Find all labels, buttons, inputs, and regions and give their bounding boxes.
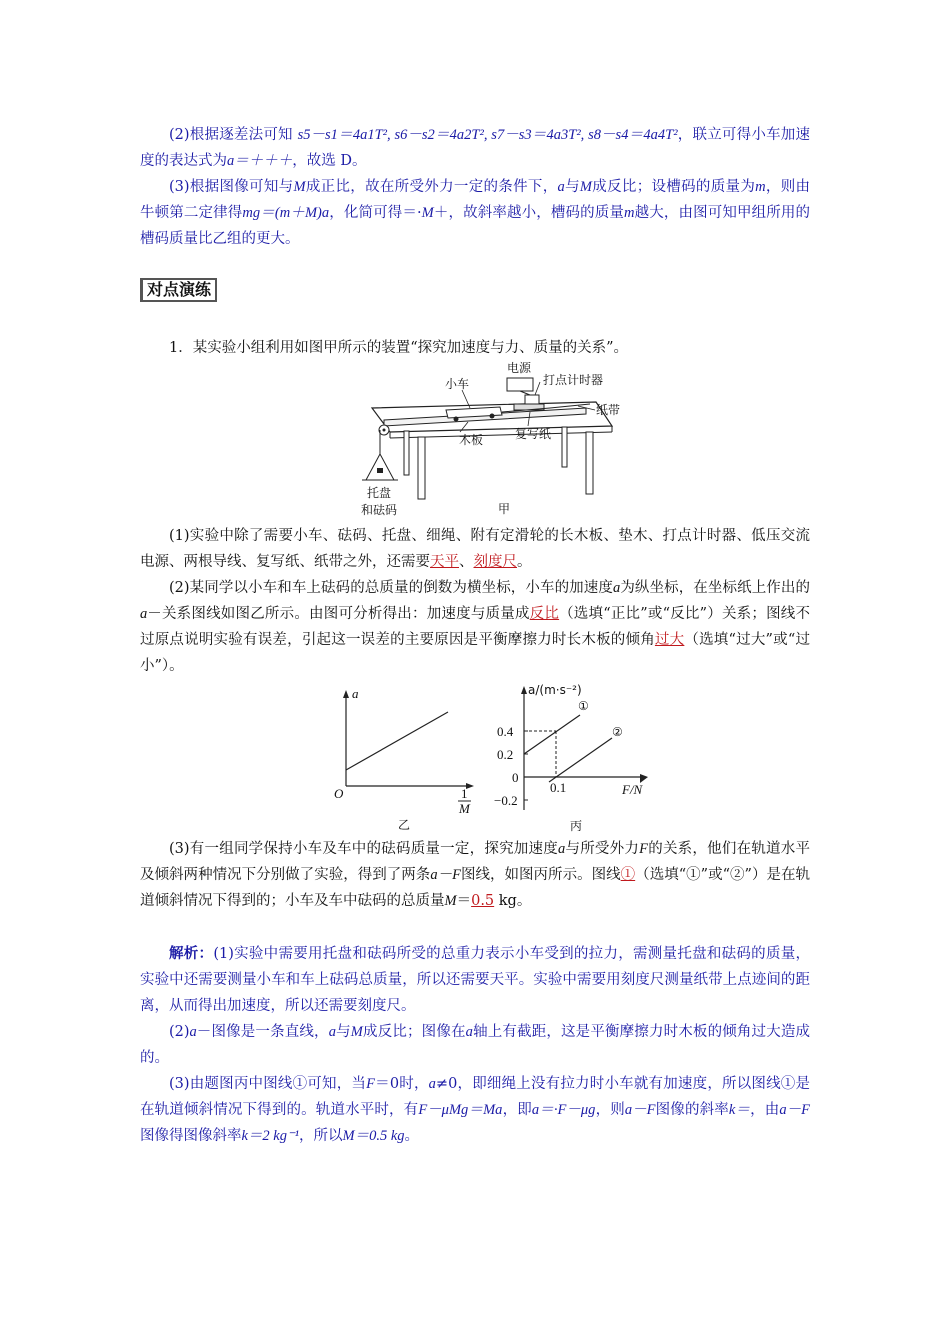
text: ，则由牛顿第二定律得 xyxy=(140,179,811,221)
text: （选填“过大”或“过小”）。 xyxy=(140,632,811,674)
cart-wheel xyxy=(454,417,459,422)
label-power: 电源 xyxy=(507,361,532,375)
caption-bing: 丙 xyxy=(570,819,583,832)
label-timer: 打点计时器 xyxy=(543,373,604,387)
y-arrow xyxy=(521,686,527,694)
analysis-part3 xyxy=(140,1071,810,1149)
text: 。 xyxy=(404,1128,420,1144)
text: (2)某同学以小车和车上砝码的总质量的倒数为横坐标，小车的加速度 xyxy=(169,580,613,596)
tick-label-0: 0 xyxy=(512,770,519,785)
power-supply xyxy=(507,378,533,391)
var-a: a xyxy=(612,580,621,596)
table-leg xyxy=(404,431,409,475)
answer-inverse: 反比 xyxy=(529,606,560,622)
text: 图像的斜率 xyxy=(655,1102,729,1118)
text: 越大，由图可知甲组所用的槽码质量比乙组的更大。 xyxy=(140,205,811,247)
tick-label-neg-0.2: −0.2 xyxy=(494,793,518,808)
var-a: a xyxy=(140,606,148,622)
text: －图像是一条直线， xyxy=(196,1024,329,1040)
label-tray-weights: 和砝码 xyxy=(361,503,398,517)
text: 的关系，他们在轨道水平及倾斜两种情况下分别做了实验，得到了两条 xyxy=(140,841,811,883)
caption-jia: 甲 xyxy=(498,502,511,516)
text: （选填“①”或“②”）是在轨道倾斜情况下得到的；小车及车中砝码的总质量 xyxy=(140,867,811,909)
var-a: a xyxy=(558,841,566,857)
x-label-numerator: 1 xyxy=(461,786,468,801)
text: ，故选 D。 xyxy=(292,153,367,169)
equation: a＝·F－μg xyxy=(531,1102,596,1118)
line-1-label: ① xyxy=(578,699,589,713)
text: 图线，如图丙所示。图线 xyxy=(460,867,621,883)
tray xyxy=(366,454,394,480)
text: kg。 xyxy=(494,893,532,909)
text: ，联立可得小车加速度的表达式为 xyxy=(140,127,811,169)
text: 成反比；图像在 xyxy=(362,1024,466,1040)
x-label: F/N xyxy=(622,782,643,797)
label-board: 木板 xyxy=(459,433,484,447)
text: 。 xyxy=(517,554,532,570)
equations: s5－s1＝4a1T², s6－s2＝4a2T², s7－s3＝4a3T², s8－s4＝4a4T² xyxy=(297,127,678,143)
label-cart: 小车 xyxy=(445,377,470,391)
var-a-F: a－F xyxy=(430,867,461,883)
var-M: M xyxy=(421,205,434,221)
equation: k＝2 kg⁻¹ xyxy=(241,1128,299,1144)
var-a-F: a－F xyxy=(779,1102,811,1118)
text: (3)由题图丙中图线①可知，当 xyxy=(169,1076,367,1092)
var-a: a xyxy=(465,1024,473,1040)
line-2-label: ② xyxy=(612,725,623,739)
text: （选填“正比”或“反比”）关系；图线不过原点说明实验有误差，引起这一误差的主要原因是平衡摩擦力时长木板的倾角 xyxy=(140,606,810,648)
var-a-F: a－F xyxy=(624,1102,656,1118)
question-part2 xyxy=(140,575,810,679)
var-a: a xyxy=(428,1076,436,1092)
text: (3)根据图像可知与 xyxy=(169,179,294,195)
section-title-text: 对点演练 xyxy=(140,278,217,302)
answer-mass: 0.5 xyxy=(471,893,495,909)
text: ，化简可得＝· xyxy=(329,205,422,221)
answer-ruler: 刻度尺 xyxy=(473,554,517,570)
analysis-label: 解析： xyxy=(169,945,214,962)
text: ＋，故斜率越小，槽码的质量 xyxy=(433,205,625,221)
text: ＝0时， xyxy=(374,1076,429,1092)
text: (1)实验中需要用托盘和砝码所受的总重力表示小车受到的拉力，需测量托盘和砝码的质量，实验中还需要测量小车和车上砝码总质量，所以还需要天平。实验中需要用刻度尺测量纸带上点迹间的距离，从而得出加速度，所以还需要刻度尺。 xyxy=(140,946,810,1014)
text: 与 xyxy=(335,1024,351,1040)
var-m: m xyxy=(624,205,635,221)
table-leg xyxy=(586,432,593,494)
label-carbon-paper: 复写纸 xyxy=(515,427,552,441)
equation: M＝0.5 kg xyxy=(342,1128,405,1144)
tick-label-0.4: 0.4 xyxy=(497,724,514,739)
prev-solution-part3 xyxy=(140,174,810,252)
text: ，由 xyxy=(750,1102,780,1118)
figure-jia-apparatus xyxy=(350,358,630,520)
timer-box xyxy=(525,395,539,404)
text: (2) xyxy=(169,1024,190,1040)
label-tape: 纸带 xyxy=(596,403,621,417)
y-label: a xyxy=(352,686,359,701)
cart-wheel xyxy=(490,414,495,419)
text: －关系图线如图乙所示。由图可分析得出：加速度与质量成 xyxy=(147,606,530,622)
origin-label: O xyxy=(334,786,344,801)
text: ，即 xyxy=(502,1102,532,1118)
equation: mg＝(m＋M)a xyxy=(242,205,330,221)
text: 1．某实验小组利用如图甲所示的装置“探究加速度与力、质量的关系”。 xyxy=(169,340,629,356)
table-leg xyxy=(562,427,567,467)
var-M: M xyxy=(579,179,592,195)
figure-yi-graph xyxy=(328,686,478,834)
answer-too-large: 过大 xyxy=(654,632,685,648)
var-F: F xyxy=(366,1076,375,1092)
text: (3)有一组同学保持小车及车中的砝码质量一定，探究加速度 xyxy=(169,841,558,857)
var-F: F xyxy=(639,841,648,857)
wire xyxy=(520,391,530,395)
analysis-part1 xyxy=(140,941,810,1019)
text: 为纵坐标，在坐标纸上作出的 xyxy=(620,580,810,596)
text: 与所受外力 xyxy=(565,841,640,857)
caption-yi: 乙 xyxy=(398,818,411,832)
text: 图像得图像斜率 xyxy=(140,1128,242,1144)
pulley-axle xyxy=(383,429,386,432)
answer-balance: 天平 xyxy=(430,554,459,570)
text: ≠0，即细绳上没有拉力时小车就有加速度，所以图线①是在轨道倾斜情况下得到的。轨道水平时，有 xyxy=(140,1076,810,1118)
equation: F－μMg＝Ma xyxy=(418,1102,503,1118)
x-label-denominator: M xyxy=(459,801,470,816)
answer-line-1: ① xyxy=(620,867,636,883)
var-m: m xyxy=(755,179,766,195)
equation: k＝ xyxy=(728,1102,751,1118)
text: ，所以 xyxy=(299,1128,343,1144)
y-arrow xyxy=(343,690,349,698)
leader-line xyxy=(535,382,540,395)
var-M: M xyxy=(444,893,457,909)
text: ＝ xyxy=(456,893,472,909)
text: 轴上有截距，这是平衡摩擦力时木板的倾角过大造成的。 xyxy=(140,1024,811,1066)
figure-bing-graph xyxy=(494,680,664,832)
var-a: a xyxy=(189,1024,197,1040)
text: (1)实验中除了需要小车、砝码、托盘、细绳、附有定滑轮的长木板、垫木、打点计时器、低压交流电源、两根导线、复写纸、纸带之外，还需要 xyxy=(140,528,810,570)
y-label: a/(m·s⁻²) xyxy=(528,683,582,697)
line-1 xyxy=(524,715,580,754)
text: (2)根据逐差法可知 xyxy=(169,127,293,143)
var-a: a xyxy=(328,1024,336,1040)
var-M: M xyxy=(293,179,306,195)
weight xyxy=(377,468,383,473)
question-part1 xyxy=(140,523,810,575)
text: 与 xyxy=(564,179,580,195)
tick-label-0.1: 0.1 xyxy=(550,780,567,795)
prev-solution-part2 xyxy=(140,122,810,174)
analysis-part2 xyxy=(140,1019,810,1071)
var-M: M xyxy=(350,1024,363,1040)
text: 成正比，故在所受外力一定的条件下， xyxy=(305,179,558,195)
var-a: a xyxy=(557,179,565,195)
equation: a＝＋＋＋ xyxy=(227,153,293,169)
line-2 xyxy=(549,738,612,782)
text: ，则 xyxy=(595,1102,625,1118)
section-title xyxy=(140,278,217,302)
question-part3 xyxy=(140,836,810,914)
text: 、 xyxy=(459,554,474,570)
text: 成反比；设槽码的质量为 xyxy=(591,179,756,195)
tick-label-0.2: 0.2 xyxy=(497,747,514,762)
label-tray: 托盘 xyxy=(367,486,392,500)
data-line xyxy=(346,712,448,770)
table-leg xyxy=(418,437,425,499)
